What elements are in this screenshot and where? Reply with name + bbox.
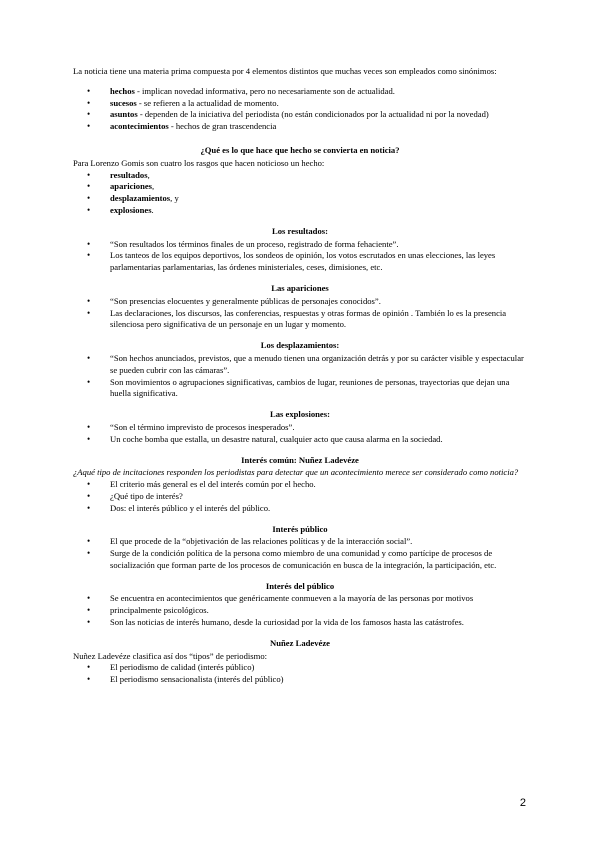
list-item: • Dos: el interés público y el interés del público. bbox=[73, 503, 527, 515]
list-item: • Los tanteos de los equipos deportivos, los sondeos de opinión, los votos escrutados en unas elecciones, las leyes parlamentarias parlamentarias, las órdenes ministeriales, ceses, dimisiones, etc. bbox=[73, 250, 527, 274]
list-item: • El criterio más general es el del interés común por el hecho. bbox=[73, 479, 527, 491]
list-item: • El periodismo de calidad (interés público) bbox=[73, 662, 527, 674]
list-item bbox=[73, 205, 527, 217]
desplazamientos-list bbox=[73, 353, 527, 400]
punct: , y bbox=[170, 193, 179, 204]
list-item: • El que procede de la “objetivación de las relaciones políticas y de la interacción social”. bbox=[73, 536, 527, 548]
title-text: Los resultados bbox=[272, 225, 326, 236]
punct: . bbox=[151, 204, 154, 215]
term-label: sucesos bbox=[110, 97, 137, 108]
list-item: • Un coche bomba que estalla, un desastre natural, cualquier acto que causa alarma en la sociedad. bbox=[73, 434, 527, 446]
trait-label: desplazamientos bbox=[110, 193, 171, 204]
interes-comun-list bbox=[73, 479, 527, 514]
list-item: • Se encuentra en acontecimientos que genéricamente conmueven a la mayoría de las personas por motivos bbox=[73, 593, 527, 605]
list-item: • El periodismo sensacionalista (interés del público) bbox=[73, 674, 527, 686]
explosiones-list bbox=[73, 422, 527, 446]
list-item: • Las declaraciones, los discursos, las conferencias, respuestas y otras formas de opinión . También lo es la presencia silenciosa pero significativa de un personaje en un lugar y momento. bbox=[73, 308, 527, 332]
punct: , bbox=[147, 169, 150, 180]
section-title-interes-comun: Interés común: Nuñez Ladevéze bbox=[241, 454, 359, 465]
gomis-intro: Para Lorenzo Gomis son cuatro los rasgos que hacen noticioso un hecho: bbox=[73, 157, 325, 168]
elements-list bbox=[73, 86, 527, 133]
title-text: Los desplazamientos bbox=[260, 340, 337, 351]
section-title-nunez: Nuñez Ladevéze bbox=[270, 637, 330, 648]
list-item: • “Son el término imprevisto de procesos inesperados”. bbox=[73, 422, 527, 434]
list-item: • principalmente psicológicos. bbox=[73, 605, 527, 617]
section-title-interes-publico: Interés público bbox=[272, 523, 328, 534]
section-title-explosiones: Las explosiones: bbox=[270, 409, 330, 420]
list-item: • “Son presencias elocuentes y generalmente públicas de personajes conocidos”. bbox=[73, 296, 527, 308]
section-title-resultados: Los resultados: bbox=[272, 225, 328, 236]
term-label: hechos bbox=[110, 85, 135, 96]
trait-label: apariciones bbox=[110, 181, 153, 192]
list-item: • “Son resultados los términos finales de un proceso, registrado de forma fehaciente”. bbox=[73, 239, 527, 251]
punct: , bbox=[152, 181, 155, 192]
list-item bbox=[73, 121, 527, 133]
resultados-list bbox=[73, 239, 527, 274]
list-item bbox=[73, 193, 527, 205]
section-title-apariciones: Las apariciones bbox=[271, 282, 329, 293]
gomis-list bbox=[73, 170, 527, 217]
interes-del-publico-list bbox=[73, 593, 527, 628]
question-heading: ¿Qué es lo que hace que hecho se convierta en noticia? bbox=[200, 144, 400, 155]
list-item: • ¿Qué tipo de interés? bbox=[73, 491, 527, 503]
list-item bbox=[73, 109, 527, 121]
list-item bbox=[73, 86, 527, 98]
section-title-interes-del-publico: Interés del público bbox=[265, 580, 335, 591]
trait-label: resultados bbox=[110, 169, 148, 180]
intro-paragraph: La noticia tiene una materia prima compuesta por 4 elementos distintos que muchas veces son empleados como sinónimos: bbox=[73, 66, 497, 76]
term-label: acontecimientos bbox=[110, 121, 169, 132]
title-text: Las explosiones bbox=[270, 409, 328, 420]
list-item: • Surge de la condición política de la persona como miembro de una comunidad y como partícipe de procesos de socialización que forman parte de los procesos de comunicación en busca de la integración, la participación, etc. bbox=[73, 548, 527, 572]
interes-comun-question: ¿Aqué tipo de incitaciones responden los periodistas para detectar que un acontecimiento merece ser considerado como noticia? bbox=[73, 467, 519, 478]
trait-label: explosiones bbox=[110, 204, 152, 215]
nunez-list bbox=[73, 662, 527, 686]
list-item bbox=[73, 98, 527, 110]
term-label: asuntos bbox=[110, 109, 138, 120]
list-item bbox=[73, 170, 527, 182]
section-title-desplazamientos: Los desplazamientos: bbox=[260, 340, 340, 351]
interes-publico-list bbox=[73, 536, 527, 571]
apariciones-list bbox=[73, 296, 527, 331]
list-item bbox=[73, 181, 527, 193]
list-item: • “Son hechos anunciados, previstos, que a menudo tienen una organización detrás y por su carácter visible y espectacular se pueden cubrir con las cámaras”. bbox=[73, 353, 527, 377]
nunez-intro: Nuñez Ladevéze clasifica así dos “tipos” de periodismo: bbox=[73, 650, 268, 661]
term-description: - dependen de la iniciativa del periodista (no están condicionados por la actualidad ni por la novedad) bbox=[137, 109, 489, 120]
term-description: - implican novedad informativa, pero no necesariamente son de actualidad. bbox=[134, 85, 395, 96]
term-description: - se refieren a la actualidad de momento. bbox=[136, 97, 279, 108]
list-item: • Son movimientos o agrupaciones significativas, cambios de lugar, reuniones de personas, trayectorias que dejan una huella significativa. bbox=[73, 377, 527, 401]
term-description: - hechos de gran trascendencia bbox=[168, 121, 277, 132]
document-page bbox=[73, 66, 527, 686]
list-item: • Son las noticias de interés humano, desde la curiosidad por la vida de los famosos hasta las catástrofes. bbox=[73, 617, 527, 629]
page-number: 2 bbox=[519, 797, 526, 809]
